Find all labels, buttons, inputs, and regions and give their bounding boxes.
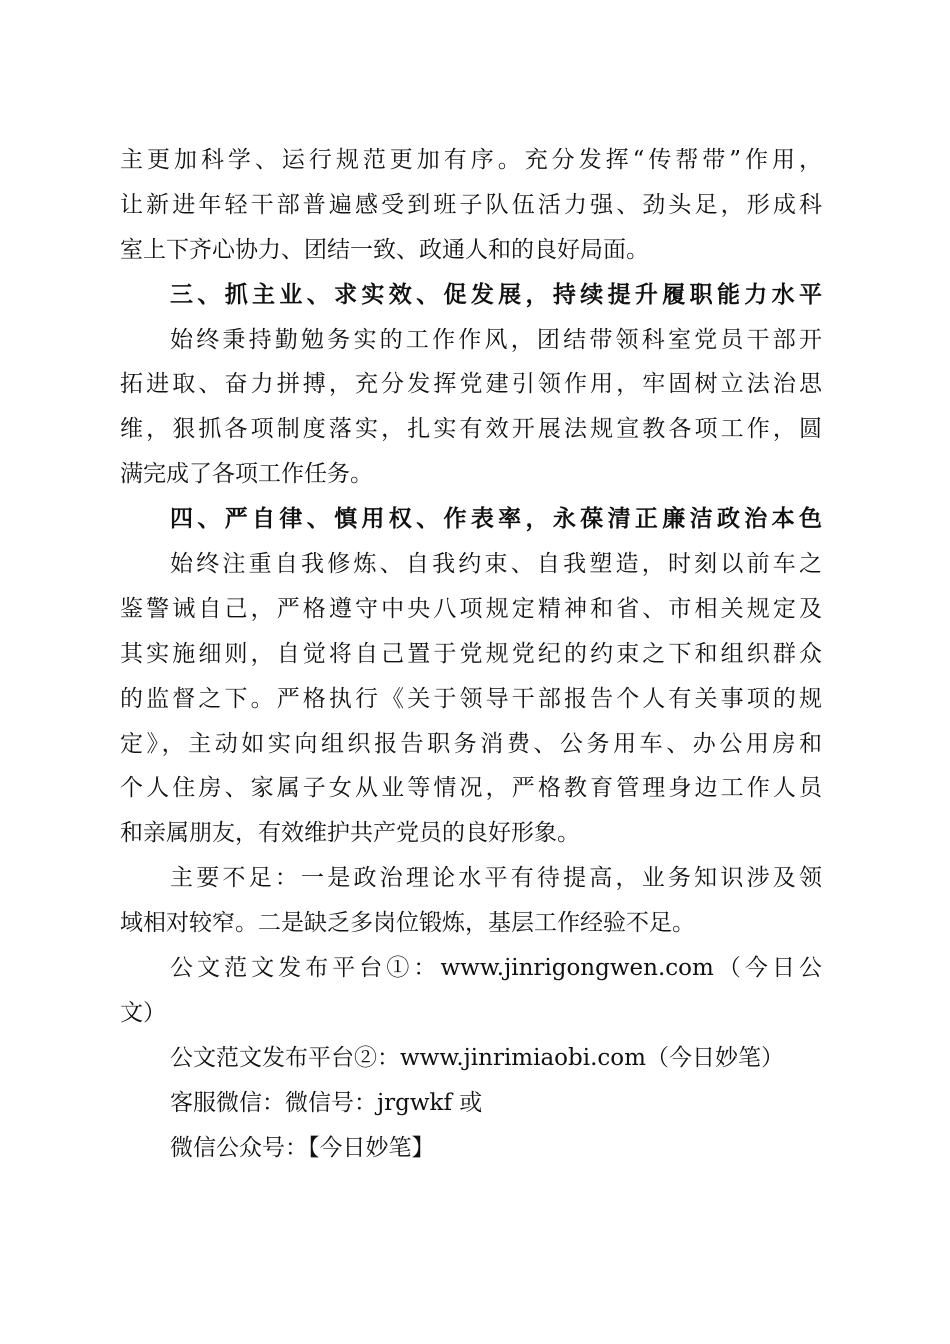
text-line: 维，狠抓各项制度落实，扎实有效开展法规宣教各项工作，圆 bbox=[120, 416, 822, 443]
text-line: 客服微信：微信号：jrgwkf 或 bbox=[170, 1089, 483, 1116]
text-line: 鉴警诫自己，严格遵守中央八项规定精神和省、市相关规定及 bbox=[120, 595, 822, 622]
text-line: 域相对较窄。二是缺乏多岗位锻炼，基层工作经验不足。 bbox=[120, 910, 695, 937]
text-line: 主要不足：一是政治理论水平有待提高，业务知识涉及领 bbox=[170, 865, 822, 892]
text-line: 始终注重自我修炼、自我约束、自我塑造，时刻以前车之 bbox=[170, 551, 822, 578]
text-line: 始终秉持勤勉务实的工作作风，团结带领科室党员干部开 bbox=[170, 326, 822, 353]
text-line: 拓进取、奋力拼搏，充分发挥党建引领作用，牢固树立法治思 bbox=[120, 371, 822, 398]
text-line: 室上下齐心协力、团结一致、政通人和的良好局面。 bbox=[120, 236, 649, 263]
text-line: 和亲属朋友，有效维护共产党员的良好形象。 bbox=[120, 820, 580, 847]
text-line: 其实施细则，自觉将自己置于党规党纪的约束之下和组织群众 bbox=[120, 640, 822, 667]
text-line: 让新进年轻干部普遍感受到班子队伍活力强、劲头足，形成科 bbox=[120, 191, 822, 218]
text-line: 的监督之下。严格执行《关于领导干部报告个人有关事项的规 bbox=[120, 685, 822, 712]
section-heading-line: 四、严自律、慎用权、作表率，永葆清正廉洁政治本色 bbox=[170, 506, 822, 533]
text-line: 主更加科学、运行规范更加有序。充分发挥“传帮带”作用， bbox=[120, 147, 822, 173]
text-line: 公文范文发布平台②：www.jinrimiaobi.com（今日妙笔） bbox=[170, 1044, 784, 1071]
text-line: 公文范文发布平台①：www.jinrigongwen.com（今日公 bbox=[170, 955, 822, 982]
text-line: 定》，主动如实向组织报告职务消费、公务用车、办公用房和 bbox=[120, 730, 822, 757]
text-line: 满完成了各项工作任务。 bbox=[120, 461, 373, 488]
text-line: 个人住房、家属子女从业等情况，严格教育管理身边工作人员 bbox=[120, 775, 822, 802]
text-line: 文） bbox=[120, 999, 166, 1026]
section-heading-line: 三、抓主业、求实效、促发展，持续提升履职能力水平 bbox=[170, 281, 822, 308]
document-body bbox=[120, 138, 822, 1170]
text-line: 微信公众号：【今日妙笔】 bbox=[170, 1134, 435, 1161]
